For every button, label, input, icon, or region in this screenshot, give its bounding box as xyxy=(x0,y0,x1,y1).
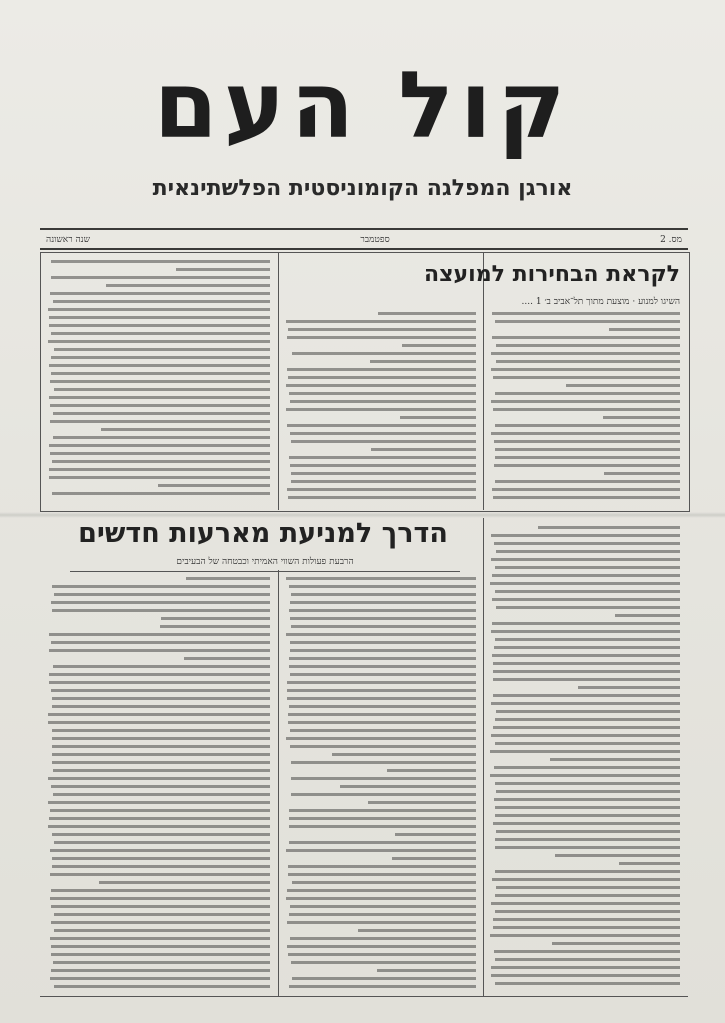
text-line xyxy=(54,388,270,391)
text-line xyxy=(53,300,270,303)
text-line xyxy=(370,360,476,363)
text-line xyxy=(51,260,270,263)
text-line xyxy=(377,969,476,972)
text-line xyxy=(52,697,270,700)
text-line xyxy=(50,897,270,900)
text-line xyxy=(53,793,270,796)
text-line xyxy=(491,558,680,561)
text-line xyxy=(492,336,680,339)
text-line xyxy=(340,785,476,788)
text-line xyxy=(51,276,270,279)
text-line xyxy=(286,849,476,852)
text-line xyxy=(492,312,680,315)
text-line xyxy=(287,889,476,892)
text-line xyxy=(286,897,476,900)
text-line xyxy=(494,440,680,443)
text-line xyxy=(495,814,680,817)
text-line xyxy=(51,921,270,924)
text-line xyxy=(49,316,270,319)
text-line xyxy=(493,496,680,499)
text-line xyxy=(495,590,680,593)
text-line xyxy=(291,440,476,443)
text-line xyxy=(496,830,680,833)
text-line xyxy=(286,408,476,411)
text-line xyxy=(496,790,680,793)
text-line xyxy=(160,625,270,628)
text-line xyxy=(286,633,476,636)
text-line xyxy=(492,878,680,881)
text-line xyxy=(99,881,270,884)
text-line xyxy=(184,657,270,660)
text-line xyxy=(495,910,680,913)
text-line xyxy=(53,436,270,439)
text-line xyxy=(289,585,476,588)
text-line xyxy=(538,526,680,529)
text-line xyxy=(291,761,476,764)
text-line xyxy=(49,444,270,447)
text-line xyxy=(496,710,681,713)
text-line xyxy=(290,937,476,940)
text-line xyxy=(50,809,270,812)
text-line xyxy=(50,380,270,383)
text-line xyxy=(51,356,270,359)
text-line xyxy=(550,758,681,761)
text-line xyxy=(289,609,476,612)
text-line xyxy=(495,424,680,427)
text-line xyxy=(491,432,680,435)
text-line xyxy=(53,665,270,668)
text-line xyxy=(495,320,680,323)
text-line xyxy=(492,654,680,657)
text-line xyxy=(289,809,476,812)
article-1-headline: לקראת הבחירות למועצה xyxy=(424,262,680,287)
issue-number: מס. 2 xyxy=(660,234,682,245)
column-rule xyxy=(483,518,484,996)
text-line xyxy=(494,798,680,801)
text-line xyxy=(290,432,476,435)
text-line xyxy=(289,392,476,395)
text-line xyxy=(491,974,680,977)
text-line xyxy=(493,670,680,673)
text-line xyxy=(52,753,270,756)
issue-month: ספטמבר xyxy=(360,234,390,245)
text-line xyxy=(288,721,476,724)
text-line xyxy=(54,913,270,916)
text-line xyxy=(552,942,680,945)
text-line xyxy=(495,846,680,849)
text-line xyxy=(490,934,680,937)
text-line xyxy=(290,641,476,644)
text-line xyxy=(52,865,270,868)
text-line xyxy=(53,769,270,772)
text-line xyxy=(290,464,476,467)
text-line xyxy=(491,734,680,737)
text-line xyxy=(52,857,270,860)
text-line xyxy=(400,416,476,419)
text-line xyxy=(48,713,270,716)
text-line xyxy=(496,886,680,889)
text-line xyxy=(494,766,680,769)
text-line xyxy=(288,865,476,868)
text-line xyxy=(106,284,270,287)
text-block-top-left xyxy=(48,258,270,503)
text-line xyxy=(290,673,476,676)
text-line xyxy=(402,344,476,347)
text-line xyxy=(491,630,680,633)
text-line xyxy=(50,873,270,876)
text-line xyxy=(490,774,680,777)
text-line xyxy=(292,352,476,355)
text-block-bottom-left xyxy=(48,575,270,990)
text-line xyxy=(287,697,476,700)
issue-year: שנה ראשונה xyxy=(46,234,90,245)
text-line xyxy=(52,492,270,495)
text-line xyxy=(495,806,680,809)
text-line xyxy=(287,368,476,371)
text-line xyxy=(289,841,476,844)
text-line xyxy=(495,870,680,873)
text-line xyxy=(492,598,680,601)
text-line xyxy=(287,921,476,924)
text-line xyxy=(289,456,476,459)
text-line xyxy=(371,448,476,451)
text-line xyxy=(493,662,680,665)
text-line xyxy=(578,686,680,689)
masthead-title: קול העם xyxy=(153,52,572,159)
text-line xyxy=(495,782,680,785)
text-line xyxy=(289,817,476,820)
text-line xyxy=(289,913,476,916)
text-line xyxy=(603,416,680,419)
text-line xyxy=(48,308,270,311)
text-line xyxy=(51,945,270,948)
text-line xyxy=(52,705,270,708)
text-line xyxy=(290,617,476,620)
article-1-byline: השיגו למנוע · מוצעת מתוך תל־אביב ב׳ 1 .... xyxy=(521,297,680,307)
text-line xyxy=(619,862,680,865)
text-line xyxy=(495,958,680,961)
text-line xyxy=(186,577,271,580)
text-line xyxy=(290,400,476,403)
text-line xyxy=(52,729,270,732)
text-line xyxy=(392,857,476,860)
text-line xyxy=(51,969,270,972)
text-line xyxy=(52,833,270,836)
text-line xyxy=(495,638,680,641)
text-line xyxy=(287,945,476,948)
text-line xyxy=(49,681,270,684)
text-line xyxy=(492,488,680,491)
bottom-rule xyxy=(40,996,688,997)
text-block-top-right xyxy=(490,310,680,505)
text-block-top-middle xyxy=(286,310,476,505)
text-line xyxy=(51,889,270,892)
text-line xyxy=(52,585,270,588)
text-line xyxy=(287,488,476,491)
text-line xyxy=(495,566,680,569)
text-line xyxy=(288,713,476,716)
text-line xyxy=(566,384,680,387)
text-line xyxy=(496,344,680,347)
text-line xyxy=(53,412,270,415)
text-line xyxy=(48,340,270,343)
text-line xyxy=(368,801,476,804)
text-line xyxy=(289,985,476,988)
text-line xyxy=(161,617,270,620)
text-line xyxy=(176,268,270,271)
text-line xyxy=(54,348,270,351)
text-line xyxy=(50,977,270,980)
text-line xyxy=(287,681,476,684)
text-line xyxy=(495,838,680,841)
article-2-headline: הדרך למניעת מארעות חדשים xyxy=(78,518,448,549)
text-line xyxy=(290,649,476,652)
text-line xyxy=(491,534,680,537)
text-line xyxy=(495,894,680,897)
text-line xyxy=(51,332,270,335)
text-line xyxy=(358,929,476,932)
text-line xyxy=(496,606,680,609)
text-block-bottom-right xyxy=(490,524,680,990)
text-line xyxy=(291,480,476,483)
text-line xyxy=(490,750,680,753)
text-line xyxy=(491,966,680,969)
text-line xyxy=(52,745,270,748)
text-line xyxy=(290,745,476,748)
text-line xyxy=(49,468,270,471)
text-line xyxy=(609,328,680,331)
text-line xyxy=(493,918,680,921)
text-block-bottom-middle xyxy=(286,575,476,990)
text-line xyxy=(491,400,680,403)
text-line xyxy=(615,614,680,617)
text-line xyxy=(491,368,680,371)
text-line xyxy=(54,841,270,844)
text-line xyxy=(52,460,270,463)
text-line xyxy=(289,665,476,668)
text-line xyxy=(495,718,680,721)
text-line xyxy=(291,777,476,780)
text-line xyxy=(50,849,270,852)
text-line xyxy=(332,753,476,756)
text-line xyxy=(54,593,270,596)
text-line xyxy=(495,392,680,395)
text-line xyxy=(53,961,270,964)
text-line xyxy=(495,448,680,451)
text-line xyxy=(378,312,476,315)
text-line xyxy=(493,694,680,697)
text-line xyxy=(290,905,476,908)
text-line xyxy=(49,649,270,652)
text-line xyxy=(387,769,476,772)
masthead xyxy=(0,52,725,201)
text-line xyxy=(494,464,680,467)
text-line xyxy=(492,574,680,577)
text-line xyxy=(50,404,270,407)
text-line xyxy=(292,977,476,980)
text-line xyxy=(50,452,270,455)
text-line xyxy=(50,420,270,423)
text-line xyxy=(50,937,270,940)
text-line xyxy=(289,657,476,660)
text-line xyxy=(491,902,680,905)
text-line xyxy=(493,376,680,379)
text-line xyxy=(490,582,680,585)
text-line xyxy=(495,480,680,483)
text-line xyxy=(493,926,680,929)
text-line xyxy=(492,622,680,625)
text-line xyxy=(491,702,680,705)
text-line xyxy=(101,428,270,431)
text-line xyxy=(54,929,270,932)
text-line xyxy=(51,372,270,375)
text-line xyxy=(287,336,476,339)
text-line xyxy=(49,817,270,820)
text-line xyxy=(291,593,476,596)
masthead-subtitle: אורגן המפלגה הקומוניסטית הפלשתינאית xyxy=(152,176,573,201)
text-line xyxy=(491,352,680,355)
text-line xyxy=(286,384,476,387)
text-line xyxy=(289,705,476,708)
text-line xyxy=(288,873,476,876)
text-line xyxy=(287,424,476,427)
text-line xyxy=(48,721,270,724)
text-line xyxy=(48,777,270,780)
text-line xyxy=(52,761,270,764)
text-line xyxy=(49,324,270,327)
text-line xyxy=(493,822,680,825)
dateline xyxy=(40,228,688,250)
text-line xyxy=(291,625,476,628)
article-2-byline: הרבעת פעולות השווי האמיתי וכבטחה של הבעיבים xyxy=(70,556,460,572)
text-line xyxy=(495,456,680,459)
text-line xyxy=(52,737,270,740)
text-line xyxy=(493,408,680,411)
text-line xyxy=(494,542,680,545)
text-line xyxy=(291,472,476,475)
text-line xyxy=(51,601,270,604)
text-line xyxy=(158,484,270,487)
text-line xyxy=(286,737,476,740)
text-line xyxy=(51,905,270,908)
text-line xyxy=(288,953,476,956)
text-line xyxy=(291,793,476,796)
text-line xyxy=(555,854,680,857)
text-line xyxy=(49,673,270,676)
text-line xyxy=(51,689,270,692)
text-line xyxy=(494,646,680,649)
text-line xyxy=(48,801,270,804)
text-line xyxy=(52,609,270,612)
text-line xyxy=(49,476,270,479)
text-line xyxy=(494,950,680,953)
text-line xyxy=(493,726,680,729)
column-rule xyxy=(278,570,279,996)
text-line xyxy=(395,833,476,836)
text-line xyxy=(288,328,476,331)
text-line xyxy=(495,742,680,745)
text-line xyxy=(288,496,476,499)
text-line xyxy=(291,961,476,964)
text-line xyxy=(496,550,680,553)
text-line xyxy=(287,689,476,692)
text-line xyxy=(604,472,680,475)
text-line xyxy=(496,360,680,363)
text-line xyxy=(290,729,476,732)
text-line xyxy=(51,785,270,788)
text-line xyxy=(493,678,680,681)
text-line xyxy=(49,396,270,399)
text-line xyxy=(290,601,476,604)
text-line xyxy=(51,953,270,956)
text-line xyxy=(288,376,476,379)
text-line xyxy=(289,825,476,828)
text-line xyxy=(49,364,270,367)
text-line xyxy=(54,985,270,988)
text-line xyxy=(292,881,476,884)
text-line xyxy=(286,577,476,580)
text-line xyxy=(49,633,270,636)
text-line xyxy=(495,982,680,985)
text-line xyxy=(286,320,476,323)
text-line xyxy=(48,825,270,828)
text-line xyxy=(51,641,270,644)
text-line xyxy=(50,292,270,295)
